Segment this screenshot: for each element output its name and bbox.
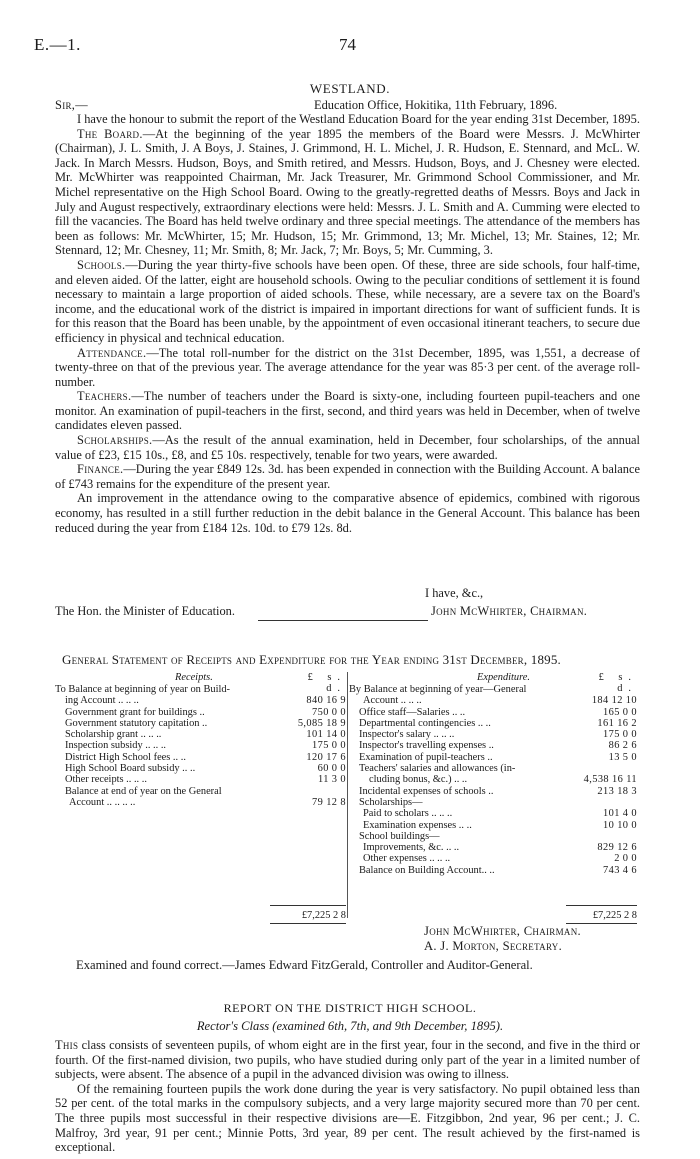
total-rule (270, 923, 346, 924)
paragraph-heading: Attendance. (77, 345, 147, 360)
paragraph-attendance (55, 346, 640, 390)
row-amount: 4,538 16 11 (583, 774, 637, 786)
report-paragraph (55, 1038, 640, 1082)
table-row (55, 707, 346, 718)
section-title: WESTLAND. (309, 81, 391, 96)
row-amount: 161 16 2 (597, 717, 637, 729)
receipts-table (55, 672, 346, 808)
row-amount: 2 0 0 (614, 853, 637, 865)
row-amount: 86 2 6 (608, 740, 637, 752)
report-code: E.—1. (34, 35, 81, 54)
row-label: Improvements, &c. .. .. (363, 842, 460, 854)
paragraph-board (55, 127, 640, 258)
row-label: Inspector's salary .. .. .. (359, 729, 455, 741)
row-label: Government grant for buildings .. (65, 706, 205, 718)
table-row (55, 786, 346, 797)
paragraph-text: An improvement in the attendance owing to the comparative absence of epidemics, combined with rigorous economy, has resulted in a still further reduction in the debit balance in the General Account. This balance has been reduced during the year from £184 12s. 10d. to £79 12s. 8d. (55, 491, 640, 535)
total-rule (566, 905, 637, 906)
row-label: cluding bonus, &c.) .. .. (369, 774, 468, 786)
paragraph-text: —The number of teachers under the Board is sixty-one, including fourteen pupil-teachers and one monitor. An examination of pupil-teachers in the first, second, and third years was held in December, when of twelve candidates eleven passed. (55, 389, 640, 433)
row-label: Balance on Building Account.. .. (359, 864, 495, 876)
table-row (55, 740, 346, 751)
paragraph-heading: Schools. (77, 257, 126, 272)
row-label: Other receipts .. .. .. (65, 774, 147, 786)
row-label: To Balance at beginning of year on Build- (55, 684, 230, 695)
row-label: Scholarship grant .. .. .. (65, 729, 162, 741)
table-row (55, 752, 346, 763)
paragraph-text: —During the year thirty-five schools have been open. Of these, three are side schools, four half-time, and eleven aided. Of the latter, eight are household schools. Owing to the peculiar conditions of settlement it is found necessary to maintain a large proportion of aided schools. These, while necessary, are a severe tax on the Board's income, and the educational work of the district is impaired in important directions for want of sufficient funds. It is for this reason that the Board has been unable, by the appointment of even occasional itinerant teachers, to secure due efficiency in physical and technical education. (55, 257, 640, 345)
paragraph-intro (55, 112, 640, 127)
paragraph-text: I have the honour to submit the report of the Westland Education Board for the year ending 31st December, 1895. (77, 112, 640, 126)
row-label: Government statutory capitation .. (65, 717, 208, 729)
row-amount: 829 12 6 (597, 842, 637, 854)
table-row (55, 763, 346, 774)
paragraph-teachers (55, 389, 640, 433)
table-row (349, 752, 637, 763)
paragraph-text: —The total roll-number for the district on the 31st December, 1895, was 1,551, a decrease of twenty-three on that of the previous year. The average attendance for the year was 85·3 per cent. of the average roll-number. (55, 345, 640, 389)
addressee: The Hon. the Minister of Education. (55, 604, 235, 618)
row-amount: 60 0 0 (317, 763, 346, 775)
lsd-header: £ s. d. (307, 672, 346, 695)
table-row (355, 774, 643, 785)
row-label: Incidental expenses of schools .. (359, 785, 494, 797)
receipts-total: £7,225 2 8 (301, 910, 346, 921)
row-label: Teachers' salaries and allowances (in- (359, 763, 516, 775)
signatory-secretary: A. J. Morton, Secretary. (424, 939, 563, 953)
table-row (349, 684, 637, 695)
receipts-caption: Receipts. (175, 672, 213, 683)
row-label: Account .. .. .. .. (69, 796, 136, 808)
report-subtitle: Rector's Class (examined 6th, 7th, and 9th December, 1895). (196, 1019, 504, 1033)
row-amount: 184 12 10 (591, 695, 637, 707)
statement-signatories (424, 924, 581, 954)
row-label: District High School fees .. .. (65, 751, 186, 763)
statement-title: General Statement of Receipts and Expenditure for the Year ending 31st December, 1895. (62, 652, 561, 667)
row-amount: 175 0 0 (312, 740, 346, 752)
row-label: Office staff—Salaries .. .. (359, 706, 466, 718)
table-row (349, 797, 637, 808)
paragraph-heading: Scholarships. (77, 433, 153, 448)
report-title: REPORT ON THE DISTRICT HIGH SCHOOL. (223, 1001, 477, 1015)
row-amount: 101 4 0 (603, 808, 637, 820)
row-label: School buildings— (359, 830, 440, 842)
paragraph-text: —During the year £849 12s. 3d. has been expended in connection with the Building Account. A balance of £743 remains for the expenditure of the present year. (55, 462, 640, 491)
table-row (349, 695, 637, 706)
row-amount: 743 4 6 (603, 864, 637, 876)
row-label: Scholarships— (359, 796, 423, 808)
row-label: Inspector's travelling expenses .. (359, 740, 494, 752)
paragraph-heading: Finance. (77, 462, 124, 477)
row-amount: 5,085 18 9 (297, 717, 346, 729)
row-amount: 840 16 9 (306, 695, 346, 707)
table-row (349, 729, 637, 740)
table-row (55, 729, 346, 740)
table-row (349, 853, 637, 864)
page-number: 74 (339, 35, 356, 54)
row-amount: 750 0 0 (312, 706, 346, 718)
table-row (349, 808, 637, 819)
row-amount: 213 18 3 (597, 785, 637, 797)
lsd-header: £ s. d. (598, 672, 637, 695)
paragraph-scholarships (55, 433, 640, 462)
table-row (349, 786, 637, 797)
paragraph-heading: The Board. (77, 126, 143, 141)
audit-note: Examined and found correct.—James Edward FitzGerald, Controller and Auditor-General. (76, 958, 533, 972)
signatory-chairman: John McWhirter, Chairman. (424, 924, 581, 938)
row-label: ing Account .. .. .. (65, 695, 139, 707)
paragraph-improvement (55, 491, 640, 535)
table-row (349, 718, 637, 729)
row-label: By Balance at beginning of year—General (349, 684, 527, 695)
column-divider (347, 672, 348, 918)
row-amount: 79 12 8 (312, 796, 346, 808)
row-label: Paid to scholars .. .. .. (363, 808, 453, 820)
report-paragraph (55, 1082, 640, 1155)
paragraph-schools (55, 258, 640, 346)
row-label: Departmental contingencies .. .. (359, 717, 491, 729)
paragraph-text: —At the beginning of the year 1895 the members of the Board were Messrs. J. McWhirter (Chairman), J. L. Smith, J. A Boys, J. Staines, J. Grimmond, H. L. Michel, J. R. Hudson, E. Stennard, and McL. W. Jack. In March Messrs. Hudson, Boys, and Smith retired, and Messrs. Hudson, Boys, and J. Chesney were elected. Mr. McWhirter was reappointed Chairman, Mr. Jack Treasurer, Mr. Grimmond School Commissioner, and Mr. Michel representative on the High School Board. Owing to the greatly-regretted deaths of Messrs. Boys and Jack in July and August respectively, extraordinary elections were held: Messrs. J. L. Smith and A. Cumming were elected to fill the vacancies. The Board has held twelve ordinary and three special meetings. The attendance of the members has been as follows: Mr. McWhirter, 15; Mr. Hudson, 15; Mr. Grimmond, 13; Mr. Michel, 13; Mr. Staines, 12; Mr. Stennard, 12; Mr. Chesney, 11; Mr. Smith, 8; Mr. Jack, 7; Mr. Boys, 5; Mr. Cumming, 3. (55, 126, 640, 258)
paragraph-lead: This (55, 1038, 79, 1052)
row-amount: 101 14 0 (306, 729, 346, 741)
row-amount: 165 0 0 (603, 706, 637, 718)
row-label: Account .. .. .. (363, 695, 422, 707)
row-label: Examination expenses .. .. (363, 819, 472, 831)
salutation: Sir,— (55, 98, 88, 112)
table-row (55, 695, 346, 706)
table-row (349, 831, 637, 842)
row-amount: 175 0 0 (603, 729, 637, 741)
paragraph-heading: Teachers. (77, 389, 132, 404)
row-amount: 11 3 0 (318, 774, 346, 786)
table-row (349, 763, 637, 774)
row-label: High School Board subsidy .. .. (65, 763, 196, 775)
table-row (55, 797, 346, 808)
dateline: Education Office, Hokitika, 11th February, 1896. (314, 98, 558, 112)
table-row (55, 718, 346, 729)
paragraph-finance (55, 462, 640, 491)
paragraph-text: Of the remaining fourteen pupils the work done during the year is very satisfactory. No pupil obtained less than 52 per cent. of the total marks in the compulsory subjects, and a very large majority secured more than 70 per cent. The three pupils most successful in their respective divisions are—E. Fitzgibbon, 2nd year, 96 per cent.; J. C. Malfroy, 3rd year, 91 per cent.; Minnie Potts, 3rd year, 89 per cent. The result achieved by the first-named is exceptional. (55, 1081, 640, 1155)
table-row (349, 842, 637, 853)
divider (258, 620, 428, 621)
table-row (349, 740, 637, 751)
total-rule (270, 905, 346, 906)
row-label: Examination of pupil-teachers .. (359, 751, 493, 763)
report-body (55, 1038, 640, 1155)
table-row (349, 820, 637, 831)
table-row (55, 774, 346, 785)
row-label: Balance at end of year on the General (65, 785, 222, 797)
closing-phrase: I have, &c., (425, 586, 484, 600)
row-amount: 13 5 0 (608, 751, 637, 763)
paragraph-text: —As the result of the annual examination, held in December, four scholarships, of the annual value of £23, £15 10s., £8, and £5 10s. respectively, tenable for two years, were awarded. (55, 433, 640, 462)
expenditure-total: £7,225 2 8 (592, 910, 637, 921)
table-row (349, 707, 637, 718)
signature: John McWhirter, Chairman. (431, 604, 588, 618)
row-label: Inspection subsidy .. .. .. (65, 740, 167, 752)
row-label: Other expenses .. .. .. (363, 853, 451, 865)
row-amount: 10 10 0 (603, 819, 637, 831)
table-row (349, 865, 637, 876)
expenditure-caption: Expenditure. (477, 672, 530, 683)
table-row (55, 684, 346, 695)
letter-body (55, 112, 640, 535)
expenditure-table (349, 672, 637, 876)
row-amount: 120 17 6 (306, 751, 346, 763)
paragraph-text: class consists of seventeen pupils, of whom eight are in the first year, four in the second, and five in the third or fourth. Of the first-named division, two pupils, who have studied during only part of the year in a limited number of subjects, were absent. The absence of a pupil in the advanced division was owing to illness. (55, 1038, 640, 1082)
